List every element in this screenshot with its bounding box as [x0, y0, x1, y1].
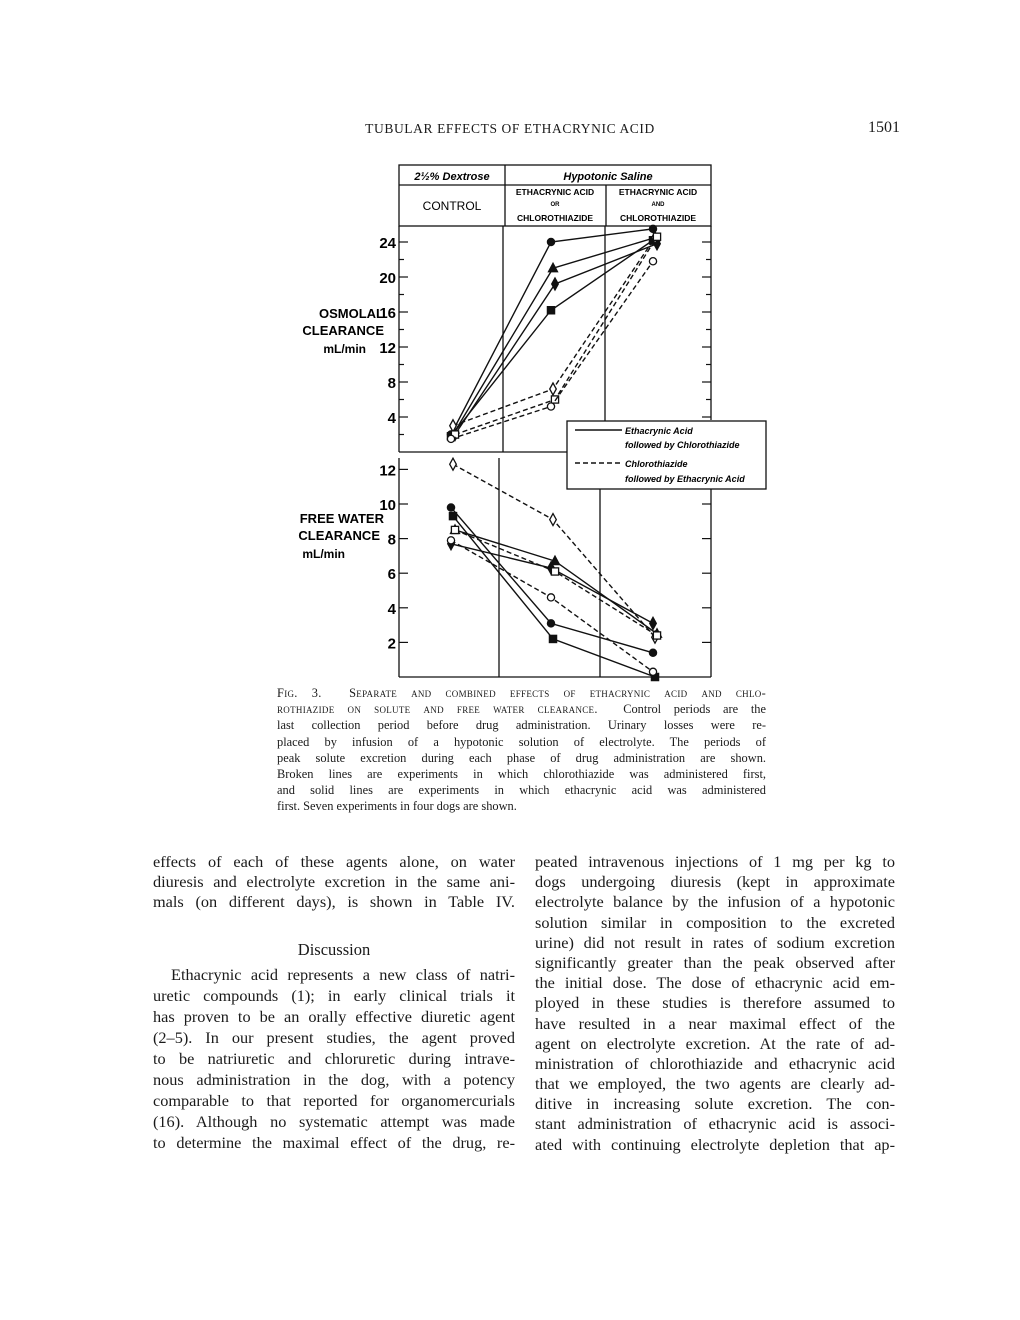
series-line: [455, 530, 657, 636]
header-phase3-l2: AND: [651, 202, 665, 208]
top-ylabel-l2: CLEARANCE: [302, 323, 384, 338]
data-point-square: [449, 513, 456, 520]
y-tick-label: 10: [379, 497, 396, 514]
data-point-circle: [547, 238, 554, 245]
y-tick-label: 2: [387, 635, 396, 653]
text-line: urine) did not result in rates of sodium excretion: [535, 932, 895, 952]
series-line: [451, 507, 653, 652]
text-line: ployed in these studies is therefore assumed to: [535, 993, 895, 1013]
caption-line: first. Seven experiments in four dogs are shown.: [277, 799, 517, 814]
data-point-diamond: [450, 458, 457, 470]
header-phase3-l1: ETHACRYNIC ACID: [618, 187, 698, 197]
text-line: nous administration in the dog, with a potency: [153, 1070, 515, 1089]
header-dextrose: 2½% Dextrose: [414, 171, 490, 183]
text-line: to be natriuretic and chloruretic during intrave-: [153, 1049, 515, 1068]
caption-title-l1: Separate and combined effects of ethacrynic acid and chlo-: [349, 686, 767, 700]
header-phase3-l3: CHLOROTHIAZIDE: [619, 213, 697, 223]
text-line: to determine the maximal effect of the drug, re-: [153, 1133, 515, 1152]
legend-solid-l1: Ethacrynic Acid: [625, 426, 693, 436]
data-point-circle: [447, 537, 454, 544]
legend: [567, 421, 766, 489]
data-point-square: [547, 307, 554, 314]
data-point-diamond: [550, 383, 557, 395]
text-line: ated with continuing electrolyte depletion that ap-: [535, 1134, 895, 1154]
data-point-circle: [547, 620, 554, 627]
legend-dashed-l2: followed by Ethacrynic Acid: [625, 474, 745, 484]
text-line: effects of each of these agents alone, on water: [153, 852, 515, 871]
data-point-circle: [649, 258, 656, 265]
caption-line: last collection period before drug administration. Urinary losses were re-: [277, 718, 766, 733]
y-tick-label: 16: [379, 305, 396, 322]
y-tick-label: 8: [387, 531, 396, 549]
caption-line: Broken lines are experiments in which chlorothiazide was administered first,: [277, 767, 766, 782]
body-left-column-discussion: [153, 964, 515, 1153]
series-line: [455, 237, 657, 435]
caption-title-l2: rothiazide on solute and free water clearance.: [277, 702, 598, 717]
data-point-square: [653, 632, 660, 639]
data-point-square: [653, 233, 660, 240]
text-line: peated intravenous injections of 1 mg per kg to: [535, 852, 895, 871]
data-point-square: [549, 635, 556, 642]
y-tick-label: 4: [387, 410, 396, 427]
bottom-ylabel-l2: CLEARANCE: [298, 528, 380, 543]
text-line: electrolyte balance by the infusion of a hypotonic: [535, 892, 895, 912]
data-point-diamond: [650, 617, 657, 629]
y-tick-label: 24: [379, 235, 396, 252]
text-line: (16). Although no systematic attempt was made: [153, 1112, 515, 1131]
legend-dashed-l1: Chlorothiazide: [625, 459, 688, 469]
data-point-circle: [547, 594, 554, 601]
top-ylabel-l1: OSMOLAL: [319, 306, 384, 321]
text-line: agent on electrolyte excretion. At the rate of ad-: [535, 1033, 895, 1053]
figure-caption: [277, 685, 766, 815]
bottom-ylabel-l3: mL/min: [302, 547, 345, 561]
body-left-column-top: [153, 852, 515, 913]
data-point-circle: [547, 403, 554, 410]
data-point-circle: [447, 435, 454, 442]
caption-line: and solid lines are experiments in which ethacrynic acid was administered: [277, 783, 766, 798]
data-point-circle: [649, 649, 656, 656]
text-line: stant administration of ethacrynic acid is associ-: [535, 1114, 895, 1134]
text-line: Ethacrynic acid represents a new class of natri-: [171, 965, 515, 984]
text-line: ministration of chlorothiazide and ethacrynic acid: [535, 1053, 895, 1073]
header-phase2-l1: ETHACRYNIC ACID: [515, 187, 595, 197]
text-line: diuresis and electrolyte excretion in the same ani-: [153, 872, 515, 892]
y-tick-label: 12: [379, 340, 396, 357]
y-tick-label: 12: [379, 462, 396, 480]
series-circle-filled: [447, 504, 656, 657]
header-control: CONTROL: [422, 199, 482, 213]
text-line: ditive in increasing solute excretion. The con-: [535, 1094, 895, 1114]
bottom-ylabel-l1: FREE WATER: [299, 511, 384, 526]
caption-text: Control periods are the: [623, 702, 766, 717]
running-title: TUBULAR EFFECTS OF ETHACRYNIC ACID: [365, 121, 655, 136]
text-line: solution similar in composition to the excreted: [535, 912, 895, 932]
section-heading-discussion: Discussion: [297, 940, 371, 959]
series-circle-open: [447, 537, 656, 676]
text-line: (2–5). In our present studies, the agent proved: [153, 1028, 515, 1047]
text-line: has proven to be an orally effective diuretic agent: [153, 1007, 515, 1026]
top-ylabel-l3: mL/min: [323, 342, 366, 356]
caption-label: Fig. 3.: [277, 686, 322, 700]
caption-line: placed by infusion of a hypotonic solution of electrolyte. The periods of: [277, 734, 766, 749]
text-line: the initial dose. The dose of ethacrynic acid em-: [535, 973, 895, 993]
header-phase2-l3: CHLOROTHIAZIDE: [516, 213, 594, 223]
text-line: that we employed, the two agents are clearly ad-: [535, 1074, 895, 1094]
legend-solid-l2: followed by Chlorothiazide: [625, 440, 740, 450]
series-triangle-filled: [451, 525, 662, 637]
series-line: [451, 544, 653, 624]
text-line: have resulted in a near maximal effect of the: [535, 1013, 895, 1033]
page-number: 1501: [868, 119, 900, 136]
y-tick-label: 6: [387, 566, 396, 584]
caption-line: peak solute excretion during each phase of drug administration are shown.: [277, 750, 766, 765]
text-line: significantly greater than the peak observed after: [535, 952, 895, 972]
data-point-diamond: [550, 514, 557, 526]
data-point-square: [551, 568, 558, 575]
y-tick-label: 20: [379, 270, 396, 287]
y-tick-label: 8: [387, 375, 396, 392]
body-right-column: [535, 852, 895, 1155]
series-square-open: [451, 233, 660, 438]
text-line: uretic compounds (1); in early clinical trials it: [153, 986, 515, 1005]
series-diamond-filled: [448, 538, 657, 630]
text-line: mals (on different days), is shown in Table IV.: [153, 892, 515, 912]
text-line: dogs undergoing diuresis (kept in approximate: [535, 872, 895, 892]
header-hypotonic-saline: Hypotonic Saline: [563, 171, 653, 183]
y-tick-label: 4: [387, 600, 396, 618]
text-line: comparable to that reported for organomercurials: [153, 1091, 515, 1110]
header-phase2-l2: OR: [550, 202, 560, 208]
series-line: [455, 530, 657, 634]
data-point-circle: [649, 668, 656, 675]
data-point-circle: [447, 504, 454, 511]
data-point-square: [451, 526, 458, 533]
